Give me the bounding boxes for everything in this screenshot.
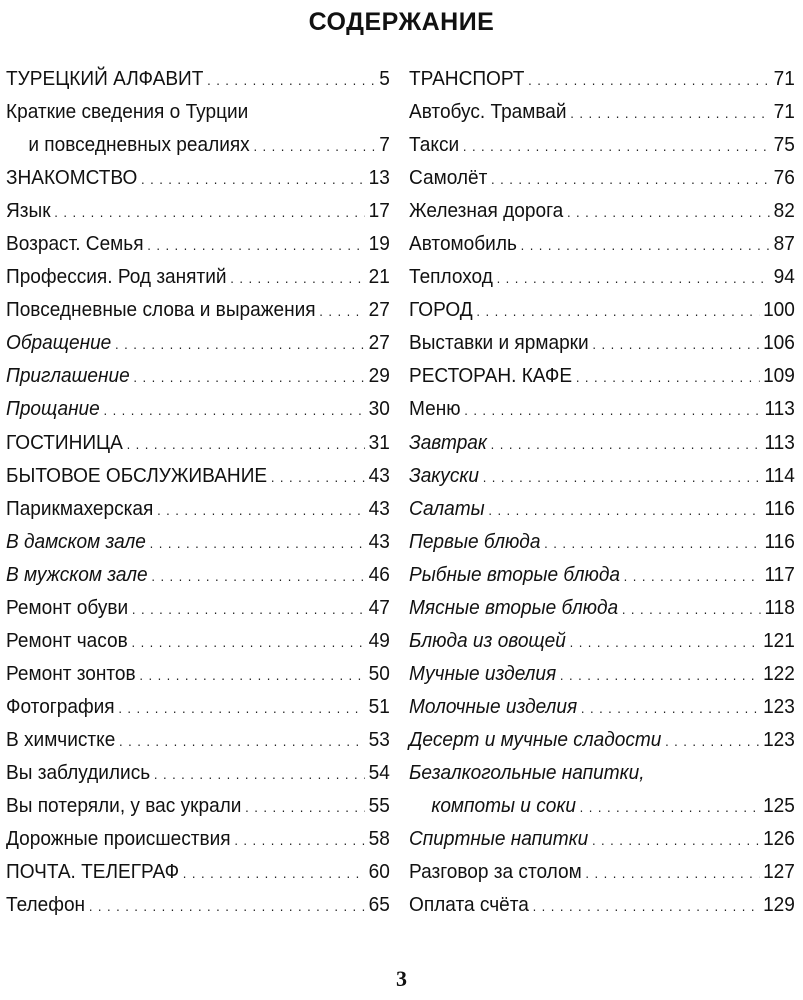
toc-entry: [6, 326, 390, 359]
toc-entry-title: В дамском зале: [6, 529, 146, 553]
dot-leader: [585, 855, 759, 890]
toc-entry-title: Вы заблудились: [6, 760, 151, 784]
toc-entry-title: компоты и соки: [431, 794, 576, 818]
toc-entry: [409, 459, 795, 492]
toc-entry-title: Краткие сведения о Турции: [6, 100, 249, 124]
toc-entry-page: 125: [763, 794, 795, 818]
toc-entry-page: 13: [368, 166, 390, 190]
toc-entry: [409, 161, 795, 194]
dot-leader: [89, 888, 365, 923]
toc-entry-page: 65: [368, 893, 390, 917]
toc-entry: [409, 62, 795, 95]
dot-leader: [147, 227, 365, 262]
dot-leader: [127, 426, 365, 461]
dot-leader: [483, 459, 761, 494]
toc-entry-title: Оплата счёта: [409, 893, 529, 917]
toc-entry-title: Ремонт часов: [6, 628, 128, 652]
dot-leader: [521, 227, 770, 262]
dot-leader: [528, 62, 770, 97]
toc-entry: [6, 426, 390, 459]
toc-entry: [6, 888, 390, 921]
toc-entry: [6, 822, 390, 855]
toc-entry-page: 76: [773, 166, 795, 190]
toc-entry-page: 58: [368, 827, 390, 851]
toc-entry-page: 126: [763, 827, 795, 851]
toc-entry: [409, 888, 795, 921]
dot-leader: [497, 260, 770, 295]
dot-leader: [567, 194, 770, 229]
toc-entry-title: ПОЧТА. ТЕЛЕГРАФ: [6, 860, 180, 884]
toc-entry-title: ГОСТИНИЦА: [6, 430, 123, 454]
toc-entry-page: 43: [368, 463, 390, 487]
dot-leader: [230, 260, 365, 295]
toc-entry-page: 51: [368, 694, 390, 718]
toc-entry: [6, 756, 390, 789]
toc-entry-title: Повседневные слова и выражения: [6, 298, 316, 322]
toc-entry-page: 43: [368, 496, 390, 520]
toc-entry-title: Закуски: [409, 463, 479, 487]
toc-entry-page: 127: [763, 860, 795, 884]
toc-entry: [409, 525, 795, 558]
dot-leader: [54, 194, 365, 229]
toc-entry-page: 55: [368, 794, 390, 818]
toc-entry-page: 129: [763, 893, 795, 917]
dot-leader: [133, 359, 365, 394]
dot-leader: [139, 657, 365, 692]
dot-leader: [141, 161, 365, 196]
toc-entry-page: 27: [368, 298, 390, 322]
toc-entry: [6, 62, 390, 95]
toc-entry-title: Десерт и мучные сладости: [409, 727, 662, 751]
toc-entry: [6, 492, 390, 525]
dot-leader: [544, 525, 761, 560]
toc-entry-title: Язык: [6, 199, 51, 223]
toc-entry: [409, 624, 795, 657]
toc-entry-page: 122: [763, 661, 795, 685]
toc-entry: [6, 392, 390, 425]
toc-entry-title: Завтрак: [409, 430, 487, 454]
toc-entry-title: Профессия. Род занятий: [6, 265, 227, 289]
dot-leader: [488, 492, 760, 527]
toc-entry-page: 113: [764, 397, 795, 421]
dot-leader: [150, 525, 365, 560]
dot-leader: [118, 690, 365, 725]
toc-entry: [409, 492, 795, 525]
toc-entry-page: 54: [368, 760, 390, 784]
dot-leader: [234, 822, 365, 857]
toc-entry-page: 100: [763, 298, 795, 322]
dot-leader: [253, 128, 375, 163]
toc-entry-title: Ремонт обуви: [6, 595, 129, 619]
toc-entry-title: Приглашение: [6, 364, 130, 388]
toc-entry: [409, 690, 795, 723]
dot-leader: [132, 591, 365, 626]
toc-entry-title: Безалкогольные напитки,: [409, 760, 645, 784]
toc-entry: [6, 657, 390, 690]
toc-entry-page: 49: [368, 628, 390, 652]
dot-leader: [151, 558, 365, 593]
toc-entry: [6, 558, 390, 591]
dot-leader: [271, 459, 365, 494]
toc-entry: [409, 855, 795, 888]
toc-entry: [6, 161, 390, 194]
toc-entry-title: ЗНАКОМСТВО: [6, 166, 138, 190]
toc-entry-page: 60: [368, 860, 390, 884]
toc-entry: [6, 293, 390, 326]
dot-leader: [115, 326, 365, 361]
toc-entry: [409, 756, 795, 789]
toc-entry-title: Выставки и ярмарки: [409, 331, 589, 355]
toc-entry-page: 46: [368, 562, 390, 586]
dot-leader: [207, 62, 375, 97]
toc-entry-title: Парикмахерская: [6, 496, 154, 520]
toc-entry: [409, 789, 795, 822]
dot-leader: [570, 624, 760, 659]
toc-entry: [6, 194, 390, 227]
dot-leader: [622, 591, 761, 626]
toc-entry-page: 106: [763, 331, 795, 355]
dot-leader: [592, 822, 759, 857]
toc-entry-page: 31: [368, 430, 390, 454]
page-number: 3: [396, 966, 407, 991]
toc-entry: [409, 95, 795, 128]
toc-entry-page: 27: [368, 331, 390, 355]
toc-entry-page: 118: [764, 595, 795, 619]
toc-entry: [6, 95, 390, 128]
toc-entry-page: 121: [763, 628, 795, 652]
toc-entry: [409, 326, 795, 359]
toc-entry-title: БЫТОВОЕ ОБСЛУЖИВАНИЕ: [6, 463, 268, 487]
toc-entry-title: Блюда из овощей: [409, 628, 566, 652]
dot-leader: [560, 657, 759, 692]
toc-entry-title: РЕСТОРАН. КАФЕ: [409, 364, 573, 388]
toc-entry: [6, 128, 390, 161]
toc-entry-page: 7: [379, 133, 390, 157]
toc-entry-title: Разговор за столом: [409, 860, 582, 884]
toc-entry-page: 117: [764, 562, 795, 586]
toc-entry-page: 113: [764, 430, 795, 454]
toc-entry-title: Обращение: [6, 331, 112, 355]
toc-entry-title: Автобус. Трамвай: [409, 100, 567, 124]
dot-leader: [183, 855, 365, 890]
toc-entry-page: 123: [763, 694, 795, 718]
toc-entry: [409, 194, 795, 227]
toc-left-column: [6, 62, 390, 921]
toc-entry: [409, 260, 795, 293]
toc-entry-page: 87: [773, 232, 795, 256]
toc-entry-page: 29: [368, 364, 390, 388]
toc-entry-title: Железная дорога: [409, 199, 564, 223]
toc-entry-title: и повседневных реалиях: [28, 133, 250, 157]
dot-leader: [157, 492, 365, 527]
toc-entry: [6, 855, 390, 888]
dot-leader: [491, 161, 770, 196]
toc-entry-page: 21: [368, 265, 390, 289]
toc-entry: [6, 359, 390, 392]
toc-entry-title: Мучные изделия: [409, 661, 557, 685]
toc-entry-page: 53: [368, 727, 390, 751]
toc-entry: [409, 128, 795, 161]
toc-entry-page: 116: [764, 529, 795, 553]
toc-entry: [409, 359, 795, 392]
toc-entry-page: 71: [773, 67, 795, 90]
toc-entry: [409, 293, 795, 326]
toc-entry-page: 109: [763, 364, 795, 388]
toc-entry-title: Фотография: [6, 694, 115, 718]
toc-entry-title: Молочные изделия: [409, 694, 578, 718]
dot-leader: [245, 789, 365, 824]
toc-entry-title: Вы потеряли, у вас украли: [6, 794, 242, 818]
toc-entry-title: В мужском зале: [6, 562, 148, 586]
toc-entry: [409, 558, 795, 591]
dot-leader: [592, 326, 759, 361]
toc-entry-title: Салаты: [409, 496, 485, 520]
toc-entry-page: 47: [368, 595, 390, 619]
toc-entry-title: Ремонт зонтов: [6, 661, 136, 685]
dot-leader: [570, 95, 770, 130]
toc-entry: [6, 723, 390, 756]
toc-entry-page: 114: [764, 463, 795, 487]
toc-entry-page: 71: [773, 100, 795, 124]
toc-entry-page: 17: [368, 199, 390, 223]
dot-leader: [665, 723, 759, 758]
toc-entry-title: Меню: [409, 397, 461, 421]
dot-leader: [580, 789, 760, 824]
toc-entry-page: 75: [773, 133, 795, 157]
toc-entry: [409, 723, 795, 756]
toc-entry: [6, 789, 390, 822]
dot-leader: [103, 392, 364, 427]
toc-entry-title: Дорожные происшествия: [6, 827, 231, 851]
toc-entry-page: 5: [379, 67, 390, 90]
dot-leader: [464, 392, 761, 427]
toc-entry: [6, 591, 390, 624]
toc-entry: [6, 525, 390, 558]
dot-leader: [533, 888, 760, 923]
toc-entry: [409, 591, 795, 624]
toc-entry-page: 116: [764, 496, 795, 520]
dot-leader: [624, 558, 761, 593]
toc-entry-page: 43: [368, 529, 390, 553]
toc-entry: [6, 690, 390, 723]
toc-right-column: [409, 62, 795, 921]
toc-entry-title: Возраст. Семья: [6, 232, 144, 256]
toc-entry-page: 82: [773, 199, 795, 223]
dot-leader: [491, 426, 761, 461]
toc-entry-title: Теплоход: [409, 265, 493, 289]
toc-entry-title: Прощание: [6, 397, 100, 421]
dot-leader: [581, 690, 759, 725]
toc-entry: [409, 392, 795, 425]
toc-entry-title: Такси: [409, 133, 460, 157]
dot-leader: [119, 723, 365, 758]
toc-entry-page: 19: [368, 232, 390, 256]
toc-entry: [409, 227, 795, 260]
dot-leader: [476, 293, 759, 328]
toc-entry-page: 94: [773, 265, 795, 289]
dot-leader: [463, 128, 770, 163]
toc-entry: [6, 260, 390, 293]
dot-leader: [131, 624, 364, 659]
toc-entry-page: 30: [368, 397, 390, 421]
toc-entry-title: Автомобиль: [409, 232, 517, 256]
toc-entry-page: 123: [763, 727, 795, 751]
toc-entry-title: Самолёт: [409, 166, 488, 190]
toc-entry-page: 50: [368, 661, 390, 685]
toc-entry-title: Телефон: [6, 893, 86, 917]
toc-entry-title: ТРАНСПОРТ: [409, 67, 525, 90]
toc-entry: [6, 624, 390, 657]
toc-entry-title: Первые блюда: [409, 529, 541, 553]
toc-entry: [6, 227, 390, 260]
toc-entry: [6, 459, 390, 492]
toc-entry-title: В химчистке: [6, 727, 116, 751]
toc-entry-title: Мясные вторые блюда: [409, 595, 619, 619]
toc-entry-title: Спиртные напитки: [409, 827, 589, 851]
toc-entry: [409, 426, 795, 459]
toc-entry: [409, 822, 795, 855]
dot-leader: [154, 756, 365, 791]
toc-entry-title: ГОРОД: [409, 298, 473, 322]
page-title: СОДЕРЖАНИЕ: [308, 8, 495, 36]
toc-entry-title: Рыбные вторые блюда: [409, 562, 620, 586]
dot-leader: [319, 293, 365, 328]
dot-leader: [576, 359, 760, 394]
toc-entry-title: ТУРЕЦКИЙ АЛФАВИТ: [6, 67, 204, 90]
toc-entry: [409, 657, 795, 690]
